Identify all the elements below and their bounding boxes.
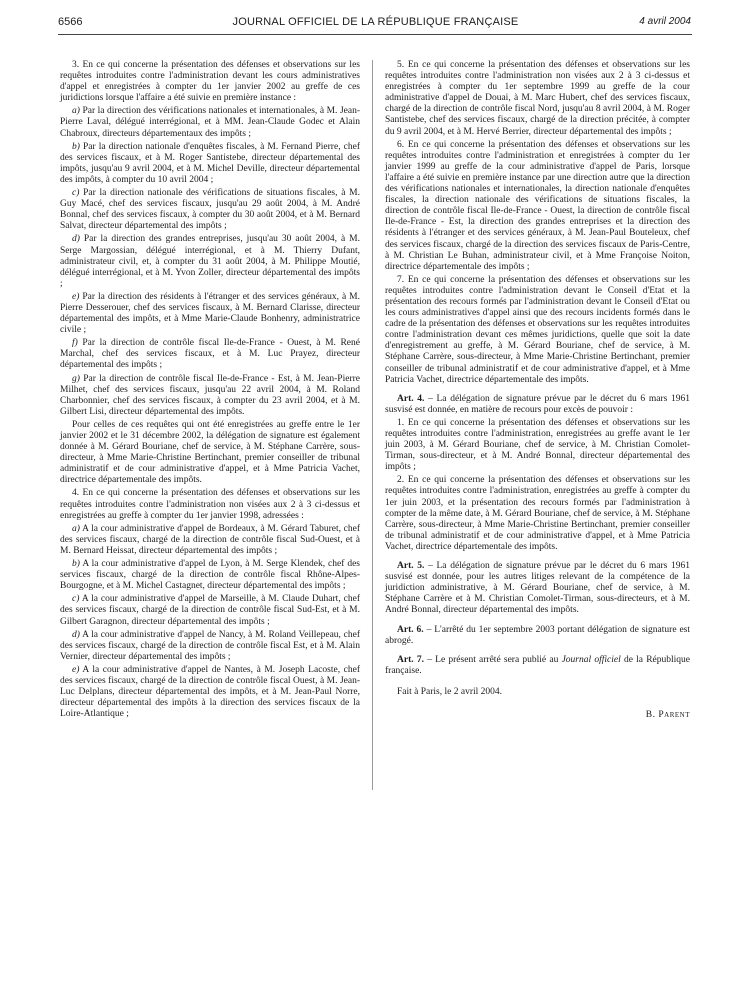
paragraph bbox=[60, 60, 360, 104]
right-column bbox=[385, 60, 690, 723]
paragraph-text: 6. En ce qui concerne la présentation des défenses et observations sur les requêtes introduites contre l'administration et enregistrées à compter du 1er janvier 1999 au greffe de la cour administrative d'appel de Paris, lorsque l'affaire a été suivie en première instance par une direction autre que la direction des vérifications nationales et internationales, la direction nationale d'enquêtes fiscales, la direction nationale des vérifications de situations fiscales, la direction de contrôle fiscal Ile-de-France - Ouest, la direction de contrôle fiscal Ile-de-France - Est, la direction des grandes entreprises et la direction des résidents à l'étranger et des services généraux, à M. Jean-Paul Bouteleux, chef des services fiscaux, chargé de la direction des services fiscaux de Paris-Centre, à M. Christian Le Buhan, administrateur civil, et à Mme Françoise Noiton, directrice départementale des impôts ; bbox=[385, 139, 690, 272]
paragraph-text: Par la direction de contrôle fiscal Ile-de-France - Ouest, à M. René Marchal, chef des services fiscaux, et à M. Luc Prayez, directeur départemental des impôts ; bbox=[60, 338, 360, 371]
paragraph bbox=[385, 418, 690, 473]
article-paragraph bbox=[385, 394, 690, 416]
paragraph-text: Par la direction nationale des vérifications de situations fiscales, à M. Guy Macé, chef des services fiscaux, jusqu'au 29 août 2004, à M. André Bonnal, chef des services fiscaux, à compter du 30 août 2004, et à M. Bernard Salvat, directeur départemental des impôts ; bbox=[60, 188, 360, 232]
paragraph bbox=[60, 234, 360, 289]
paragraph bbox=[60, 338, 360, 371]
journal-reference: Journal officiel bbox=[561, 654, 621, 665]
paragraph bbox=[60, 420, 360, 487]
paragraph-text: A la cour administrative d'appel de Nantes, à M. Joseph Lacoste, chef des services fiscaux, chargé de la direction de contrôle fiscal Ouest, à M. Jean-Luc Delplans, directeur départemental des impôts, et à M. Jean-Paul Norre, directeur départemental des impôts à la direction des services fiscaux de la Loire-Atlantique ; bbox=[60, 664, 360, 720]
item-letter: c) bbox=[72, 188, 80, 199]
paragraph bbox=[60, 142, 360, 186]
item-letter: d) bbox=[72, 629, 80, 640]
item-letter: f) bbox=[72, 338, 78, 349]
page-header bbox=[0, 14, 751, 34]
paragraph-text: Par la direction nationale d'enquêtes fiscales, à M. Fernand Pierre, chef des services fiscaux, et à M. Roger Santistebe, directeur départemental des impôts, jusqu'au 9 avril 2004, et à M. Michel Deville, directeur départemental des impôts, à compter du 10 avril 2004 ; bbox=[60, 141, 360, 185]
journal-title: JOURNAL OFFICIEL DE LA RÉPUBLIQUE FRANÇAISE bbox=[232, 16, 519, 28]
paragraph bbox=[60, 292, 360, 336]
item-letter: b) bbox=[72, 559, 80, 570]
left-column bbox=[60, 60, 360, 722]
item-letter: e) bbox=[72, 664, 80, 675]
paragraph bbox=[60, 374, 360, 418]
article-number: Art. 5. bbox=[397, 561, 425, 572]
item-letter: c) bbox=[72, 594, 80, 605]
paragraph-text: – Le présent arrêté sera publié au bbox=[423, 654, 562, 665]
article-number: Art. 6. bbox=[397, 624, 424, 635]
article-number: Art. 7. bbox=[397, 654, 424, 665]
paragraph-text: A la cour administrative d'appel de Nancy, à M. Roland Veillepeau, chef des services fiscaux, chargé de la direction de contrôle fiscal Est, et à M. Alain Vernier, directeur départemental des impôts ; bbox=[60, 629, 360, 662]
paragraph-text-tail: de la République française. bbox=[385, 654, 690, 676]
paragraph-text: A la cour administrative d'appel de Marseille, à M. Claude Duhart, chef des services fiscaux, chargé de la direction de contrôle fiscal Sud-Est, et à M. Gilbert Garagnon, directeur départemental des impôts ; bbox=[60, 594, 360, 627]
paragraph bbox=[60, 630, 360, 663]
item-letter: d) bbox=[72, 234, 80, 245]
closing-date: Fait à Paris, le 2 avril 2004. bbox=[397, 686, 503, 697]
article-paragraph bbox=[385, 655, 690, 677]
paragraph bbox=[60, 106, 360, 139]
paragraph bbox=[385, 475, 690, 553]
item-letter: a) bbox=[72, 106, 80, 117]
paragraph-text: A la cour administrative d'appel de Lyon, à M. Serge Klendek, chef des services fiscaux, chargé de la direction de contrôle fiscal Rhône-Alpes-Bourgogne, et à M. Michel Castagnet, directeur départemental des impôts ; bbox=[60, 559, 360, 592]
item-letter: b) bbox=[72, 141, 80, 152]
paragraph-text: – L'arrêté du 1er septembre 2003 portant délégation de signature est abrogé. bbox=[385, 624, 690, 646]
header-rule bbox=[58, 34, 692, 35]
paragraph bbox=[60, 488, 360, 521]
paragraph-text: 5. En ce qui concerne la présentation des défenses et observations sur les requêtes introduites contre l'administration non visées aux 2 à 3 ci-dessus et enregistrées à compter du 1er septembre 1999 au greffe de la cour administrative d'appel de Douai, à M. Marc Hubert, chef des services fiscaux, chargé de la direction de contrôle fiscal Nord, jusqu'au 8 avril 2004, à M. Roger Santistebe, chef des services fiscaux, chargé de la direction précitée, à compter du 9 avril 2004, et à M. Hervé Berrier, directeur départemental des impôts ; bbox=[385, 60, 690, 137]
paragraph-text: 2. En ce qui concerne la présentation des défenses et observations sur les requêtes introduites contre l'administration, enregistrées au greffe à compter du 1er juin 2003, et la présentation des recours formés par l'administration à compter de la même date, à M. Gérard Bouriane, chef de service, à M. Stéphane Carrère, sous-directeur, à Mme Marie-Christine Bertinchant, premier conseiller de tribunal administratif et de cour administrative d'appel, et à Mme Patricia Vachet, directrice départementale des impôts. bbox=[385, 475, 690, 552]
paragraph bbox=[60, 559, 360, 592]
signature: B. Parent bbox=[645, 709, 690, 720]
paragraph-text: A la cour administrative d'appel de Bordeaux, à M. Gérard Taburet, chef des services fiscaux, chargé de la direction de contrôle fiscal Sud-Ouest, et à M. Bernard Heissat, directeur départemental des impôts ; bbox=[60, 523, 360, 556]
item-letter: g) bbox=[72, 373, 80, 384]
paragraph bbox=[60, 594, 360, 627]
item-letter: e) bbox=[72, 291, 80, 302]
paragraph bbox=[60, 665, 360, 720]
paragraph bbox=[385, 60, 690, 138]
paragraph-text: Par la direction des vérifications nationales et internationales, à M. Jean-Pierre Laval, délégué interrégional, et à MM. Jean-Claude Godec et Alain Chabroux, directeurs départementaux des impôts ; bbox=[60, 106, 360, 139]
paragraph bbox=[60, 524, 360, 557]
paragraph-text: 3. En ce qui concerne la présentation des défenses et observations sur les requêtes introduites contre l'administration devant les cours administratives d'appel et enregistrées à compter du 1er janvier 2002 au greffe de ces juridictions lorsque l'affaire a été suivie en première instance : bbox=[60, 60, 360, 104]
paragraph-text: Par la direction des résidents à l'étranger et des services généraux, à M. Pierre Desserouer, chef des services fiscaux, à M. Bernard Clarisse, directeur départemental des impôts, et à Mme Marie-Claude Bonhenry, administratrice civile ; bbox=[60, 291, 360, 336]
paragraph-text: 4. En ce qui concerne la présentation des défenses et observations sur les requêtes introduites contre l'administration non visées aux 2 à 3 ci-dessus et enregistrées au greffe à compter du 1er janvier 1998, adressées : bbox=[60, 488, 360, 521]
paragraph bbox=[385, 140, 690, 273]
paragraph-text: Par la direction des grandes entreprises, jusqu'au 30 août 2004, à M. Serge Margossian, délégué interrégional, et à M. Thierry Dufant, administrateur civil, et, à compter du 31 août 2004, à M. Philippe Moutié, délégué interrégional, et à M. Yvon Zoller, directeur départemental des impôts ; bbox=[60, 234, 360, 289]
item-letter: a) bbox=[72, 523, 80, 534]
issue-date: 4 avril 2004 bbox=[639, 16, 691, 27]
article-number: Art. 4. bbox=[397, 393, 425, 404]
paragraph-text: 1. En ce qui concerne la présentation des défenses et observations sur les requêtes introduites contre l'administration, enregistrées au greffe avant le 1er juin 2003, à M. Gérard Bouriane, chef de service, à M. Christian Comolet-Tirman, sous-directeur, et à M. André Bonnal, directeur départemental des impôts ; bbox=[385, 417, 690, 473]
article-paragraph bbox=[385, 625, 690, 647]
paragraph bbox=[385, 275, 690, 386]
paragraph-text: Pour celles de ces requêtes qui ont été enregistrées au greffe entre le 1er janvier 2002 et le 31 décembre 2002, la délégation de signature est également donnée à M. Gérard Bouriane, chef de service, à M. Stéphane Carrère, sous-directeur, à Mme Marie-Christine Bertinchant, premier conseiller de tribunal administratif et de cour administrative d'appel, et à Mme Patricia Vachet, directrice départementale des impôts. bbox=[60, 419, 360, 486]
paragraph-text: – La délégation de signature prévue par le décret du 6 mars 1961 susvisé est donnée, pour les autres litiges relevant de la compétence de la juridiction administrative, à M. Gérard Bouriane, chef de service, à M. Stéphane Carrère et à M. Christian Comolet-Tirman, sous-directeurs, et à M. André Bonnal, directeur départemental des impôts. bbox=[385, 561, 690, 616]
column-divider bbox=[372, 60, 373, 790]
article-paragraph bbox=[385, 561, 690, 616]
paragraph bbox=[60, 188, 360, 232]
page-number: 6566 bbox=[58, 16, 83, 28]
paragraph-text: – La délégation de signature prévue par le décret du 6 mars 1961 susvisé est donnée, en matière de recours pour excès de pouvoir : bbox=[385, 393, 690, 415]
paragraph-text: Par la direction de contrôle fiscal Ile-de-France - Est, à M. Jean-Pierre Milhet, chef des services fiscaux, jusqu'au 22 avril 2004, à M. Roland Charbonnier, chef des services fiscaux, à compter du 23 avril 2004, et à M. Gilbert Lisi, directeur départemental des impôts. bbox=[60, 373, 360, 417]
paragraph-text: 7. En ce qui concerne la présentation des défenses et observations sur les requêtes introduites contre l'administration devant le Conseil d'Etat et la présentation des recours formés par l'administration devant le Conseil d'Etat ou les cours administratives d'appel ainsi que des recours incidents formés dans le cadre de la présentation des défenses et observations sur les requêtes introduites contre l'administration devant ces mêmes juridictions, quelle que soit la date d'enregistrement au greffe, à M. Gérard Bouriane, chef de service, à M. Stéphane Carrère, sous-directeur, à Mme Marie-Christine Bertinchant, premier conseiller de tribunal administratif et de cour administrative d'appel, et à Mme Patricia Vachet, directrice départementale des impôts. bbox=[385, 274, 690, 385]
